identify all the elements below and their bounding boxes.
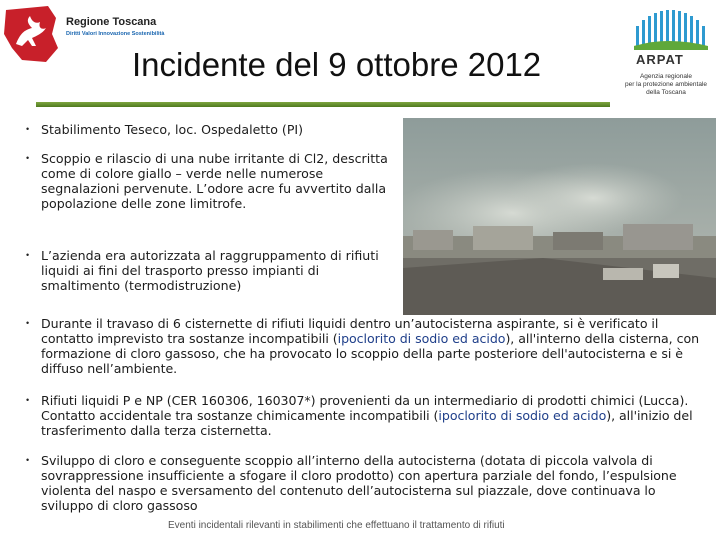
bullet-marker: •	[26, 124, 30, 134]
slide-title: Incidente del 9 ottobre 2012	[132, 46, 542, 83]
agency-subtitle	[616, 73, 716, 97]
bullet-6-text: Sviluppo di cloro e conseguente scoppio all’interno della autocisterna (dotata di piccola valvola di sovrappressione insufficiente a sfogare il cloro prodotto) con apertura parziale del fondo, l’espulsione violenta del naspo e sversamento del contenuto dell’autocisterna sul piazzale, dove continuava lo sviluppo di cloro gassoso	[41, 453, 677, 513]
agency-subtitle-line-1: Agenzia regionale	[639, 73, 693, 80]
slide-footer: Eventi incidentali rilevanti in stabilimenti che effettuano il trattamento di rifiuti	[168, 520, 505, 531]
bullet-4-text	[41, 316, 707, 376]
bullet-marker: •	[26, 395, 30, 405]
bullet-marker: •	[26, 153, 30, 163]
bullet-4-text-b: ), all'interno della cisterna, con formazione di cloro gassoso, che ha provocato lo scoppio della parte posteriore dell'autocisterna e si è diffuso nell’ambiente.	[41, 331, 700, 376]
bullet-marker: •	[26, 455, 30, 465]
bullet-5-text	[41, 393, 707, 438]
bullet-5-highlight: ipoclorito di sodio ed acido	[438, 408, 607, 423]
regione-toscana-logo	[2, 4, 60, 64]
incident-site-photo	[403, 118, 716, 315]
agency-subtitle-line-2: per la protezione ambientale	[624, 81, 708, 88]
bullet-4-highlight: ipoclorito di sodio ed acido	[337, 331, 506, 346]
bullet-1-text: Stabilimento Teseco, loc. Ospedaletto (PI)	[41, 122, 304, 137]
org-tagline: Diritti Valori Innovazione Sostenibilità	[66, 31, 165, 37]
agency-subtitle-line-3: della Toscana	[646, 89, 686, 96]
bullet-marker: •	[26, 250, 30, 260]
bullet-4-text-a: Durante il travaso di 6 cisternette di rifiuti liquidi dentro un’autocisterna aspirante, si è verificato il contatto imprevisto tra sostanze incompatibili (	[41, 316, 659, 346]
agency-name: ARPAT	[636, 52, 684, 67]
bullet-marker: •	[26, 318, 30, 328]
bullet-3-text: L’azienda era autorizzata al raggruppamento di rifiuti liquidi ai fini del trasporto presso impianti di smaltimento (termodistruzione)	[41, 248, 379, 293]
org-name: Regione Toscana	[66, 16, 157, 28]
bullet-5-text-b: ), all'inizio del trasferimento dalla terza cisternetta.	[41, 408, 693, 438]
title-divider	[36, 102, 610, 107]
bullet-2-text: Scoppio e rilascio di una nube irritante di Cl2, descritta come di colore giallo – verde nelle numerose segnalazioni pervenute. L’odore acre fu avvertito dalla popolazione delle zone limitrofe.	[41, 151, 388, 211]
bullet-5-text-a: Rifiuti liquidi P e NP (CER 160306, 160307*) provenienti da un intermediario di prodotti chimici (Lucca). Contatto accidentale tra sostanze chimicamente incompatibili (	[41, 393, 689, 423]
